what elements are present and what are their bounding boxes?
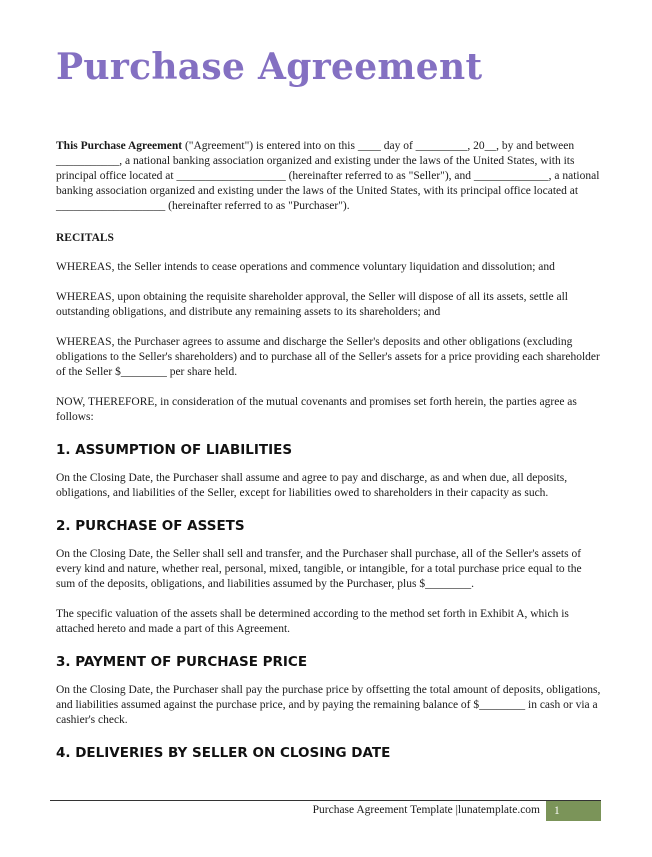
recital-paragraph: WHEREAS, the Seller intends to cease operations and commence voluntary liquidation and dissolution; and xyxy=(56,261,555,273)
section-heading: 3. PAYMENT OF PURCHASE PRICE xyxy=(56,654,308,670)
page-number-badge: 1 xyxy=(546,801,601,821)
section-paragraph: On the Closing Date, the Purchaser shall assume and agree to pay and discharge, as and when due, all deposits, obligations, and liabilities of the Seller, except for liabilities owed to shareholders in their capacity as such. xyxy=(56,472,568,499)
footer-divider xyxy=(50,800,601,801)
document-body xyxy=(56,139,601,774)
intro-paragraph xyxy=(56,139,601,214)
recital-paragraph: NOW, THEREFORE, in consideration of the mutual covenants and promises set forth herein, the parties agree as follows: xyxy=(56,396,577,423)
footer-text: Purchase Agreement Template |lunatemplate.com xyxy=(312,804,540,816)
section-heading: 2. PURCHASE OF ASSETS xyxy=(56,518,245,534)
intro-text: ("Agreement") is entered into on this ____ day of _________, 20__, by and between ___________, a national banking association organized and existing under the laws of the United States, with its principal office located at ___________________ (hereinafter referred to as "Seller"), and _____________, a national banking association organized and existing under the laws of the United States, with its principal office located at ___________________ (hereinafter referred to as "Purchaser"). xyxy=(56,140,600,212)
section-paragraph: On the Closing Date, the Seller shall sell and transfer, and the Purchaser shall purchase, all of the Seller's assets of every kind and nature, whether real, personal, mixed, tangible, or intangible, for a total purchase price equal to the sum of the deposits, obligations, and liabilities assumed by the Purchaser, plus $________. xyxy=(56,548,582,590)
intro-lead: This Purchase Agreement xyxy=(56,140,183,152)
section-heading: 4. DELIVERIES BY SELLER ON CLOSING DATE xyxy=(56,745,391,761)
recital-paragraph: WHEREAS, upon obtaining the requisite shareholder approval, the Seller will dispose of all its assets, settle all outstanding obligations, and distribute any remaining assets to its shareholders; and xyxy=(56,291,568,318)
recitals-heading: RECITALS xyxy=(56,232,114,244)
section-paragraph: On the Closing Date, the Purchaser shall pay the purchase price by offsetting the total amount of deposits, obligations, and liabilities assumed against the purchase price, and by paying the remaining balance of $________ in cash or via a cashier's check. xyxy=(56,684,601,726)
recital-paragraph: WHEREAS, the Purchaser agrees to assume and discharge the Seller's deposits and other obligations (excluding obligations to the Seller's shareholders) and to purchase all of the Seller's assets for a price providing each shareholder of the Seller $________ per share held. xyxy=(56,336,600,378)
document-title: Purchase Agreement xyxy=(56,46,483,88)
section-heading: 1. ASSUMPTION OF LIABILITIES xyxy=(56,442,293,458)
section-paragraph: The specific valuation of the assets shall be determined according to the method set forth in Exhibit A, which is attached hereto and made a part of this Agreement. xyxy=(56,608,569,635)
